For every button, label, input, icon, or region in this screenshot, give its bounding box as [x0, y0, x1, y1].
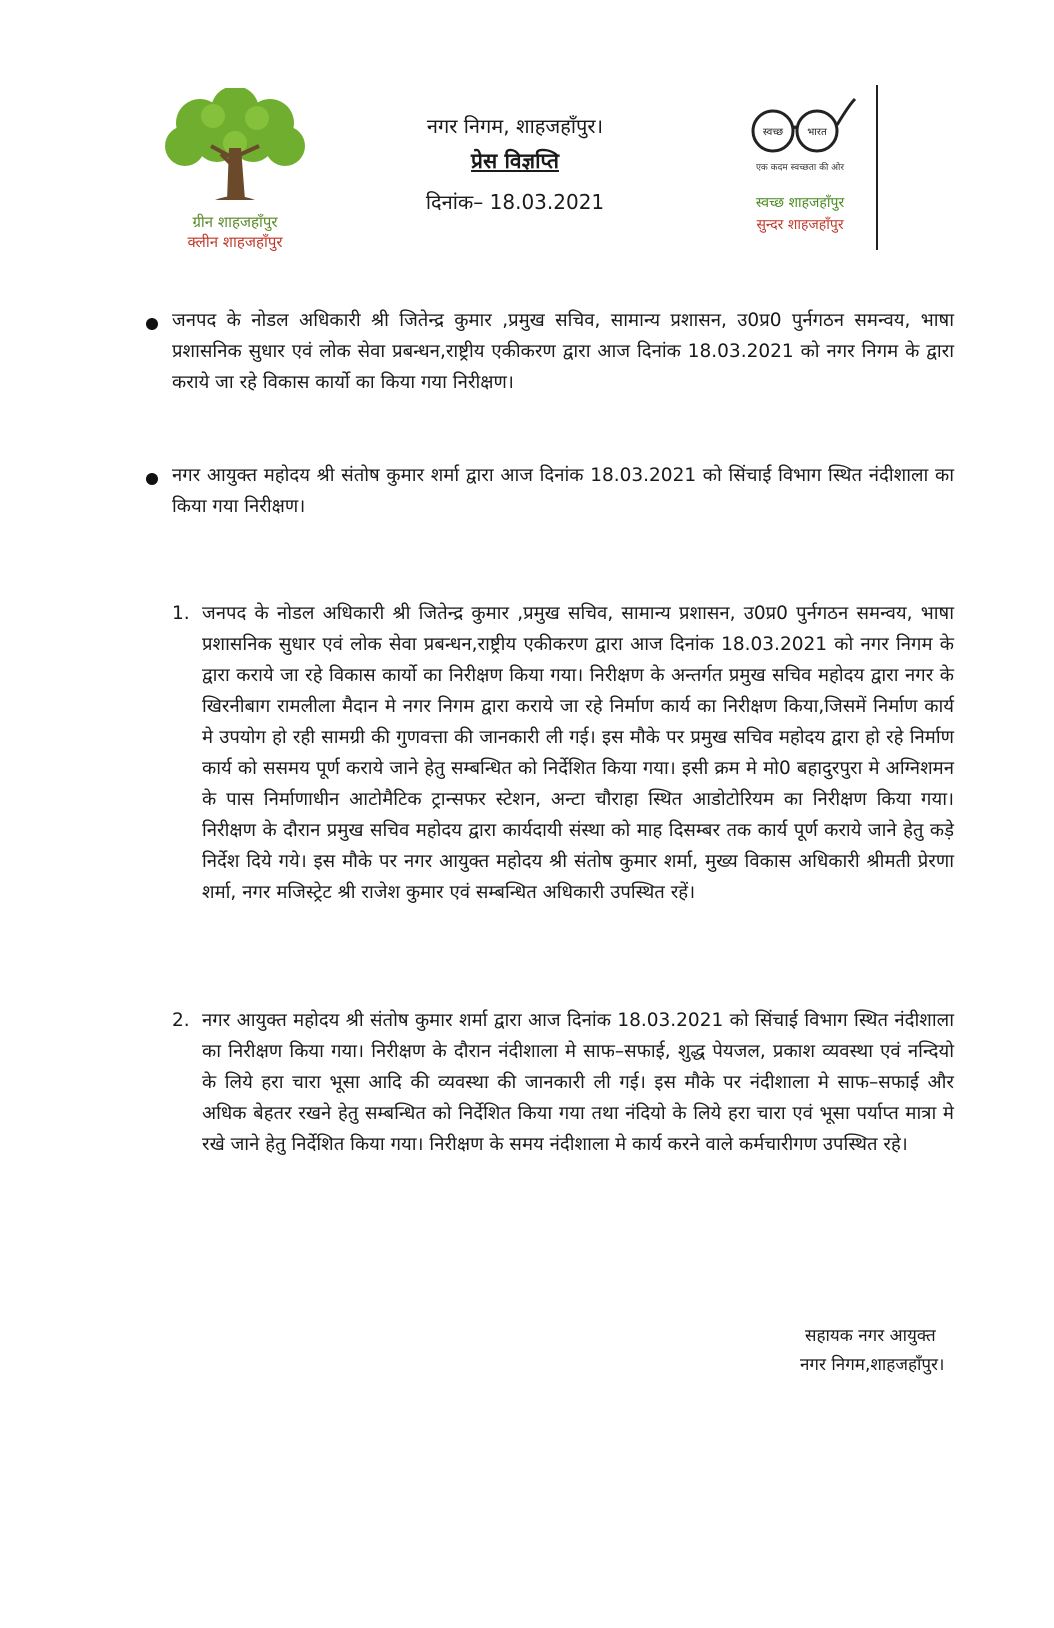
- left-logo-line2: क्लीन शाहजहाँपुर: [187, 233, 283, 251]
- bullet-item: नगर आयुक्त महोदय श्री संतोष कुमार शर्मा द्वारा आज दिनांक 18.03.2021 को सिंचाई विभाग स्थित नंदीशाला का किया गया निरीक्षण।: [172, 465, 954, 517]
- signature-office: नगर निगम,शाहजहाँपुर।: [800, 1355, 945, 1375]
- item-number: 2.: [172, 1010, 190, 1031]
- header-org: नगर निगम, शाहजहाँपुर।: [426, 114, 604, 138]
- header-date: दिनांक– 18.03.2021: [425, 190, 605, 214]
- page-title: प्रेस विज्ञप्ति: [471, 149, 559, 173]
- numbered-item: जनपद के नोडल अधिकारी श्री जितेन्द्र कुमार ,प्रमुख सचिव, सामान्य प्रशासन, उ0प्र0 पुर्नगठन समन्वय, भाषा प्रशासनिक सुधार एवं लोक सेवा प्रबन्धन,राष्ट्रीय एकीकरण द्वारा आज दिनांक 18.03.2021 को नगर निगम के द्वारा कराये जा रहे विकास कार्यो का निरीक्षण किया गया। निरीक्षण के अन्तर्गत प्रमुख सचिव महोदय द्वारा नगर के खिरनीबाग रामलीला मैदान मे नगर निगम द्वारा कराये जा रहे निर्माण कार्य का निरीक्षण किया,जिसमें निर्माण कार्य मे उपयोग हो रही सामग्री की गुणवत्ता की जानकारी ली गई। इस मौके पर प्रमुख सचिव महोदय द्वारा हो रहे निर्माण कार्य को ससमय पूर्ण कराये जाने हेतु सम्बन्धित को निर्देशित किया गया। इसी क्रम मे मो0 बहादुरपुरा मे अग्निशमन के पास निर्माणाधीन आटोमैटिक ट्रान्सफर स्टेशन, अन्टा चौराहा स्थित आडोटोरियम का निरीक्षण किया गया। निरीक्षण के दौरान प्रमुख सचिव महोदय द्वारा कार्यदायी संस्था को माह दिसम्बर तक कार्य पूर्ण कराये जाने हेतु कड़े निर्देश दिये गये। इस मौके पर नगर आयुक्त महोदय श्री संतोष कुमार शर्मा, मुख्य विकास अधिकारी श्रीमती प्रेरणा शर्मा, नगर मजिस्ट्रेट श्री राजेश कुमार एवं सम्बन्धित अधिकारी उपस्थित रहें।: [202, 603, 954, 903]
- bullet-icon: [146, 318, 158, 330]
- signature-designation: सहायक नगर आयुक्त: [805, 1326, 936, 1346]
- bullet-icon: [146, 473, 158, 485]
- left-logo-line1: ग्रीन शाहजहाँपुर: [192, 213, 278, 231]
- right-lens-label: भारत: [807, 127, 827, 138]
- right-logo-line1: स्वच्छ शाहजहाँपुर: [755, 195, 845, 211]
- bullet-item: जनपद के नोडल अधिकारी श्री जितेन्द्र कुमार ,प्रमुख सचिव, सामान्य प्रशासन, उ0प्र0 पुर्नगठन समन्वय, भाषा प्रशासनिक सुधार एवं लोक सेवा प्रबन्धन,राष्ट्रीय एकीकरण द्वारा आज दिनांक 18.03.2021 को नगर निगम के द्वारा कराये जा रहे विकास कार्यो का किया गया निरीक्षण।: [172, 310, 954, 393]
- item-number: 1.: [172, 603, 190, 624]
- header-divider: [876, 85, 878, 250]
- left-lens-label: स्वच्छ: [762, 127, 784, 138]
- right-logo-tagline: एक कदम स्वच्छता की ओर: [755, 163, 845, 173]
- tree-icon: [155, 88, 315, 203]
- right-logo-line2: सुन्दर शाहजहाँपुर: [756, 217, 844, 233]
- glasses-icon: [745, 95, 857, 155]
- numbered-item: नगर आयुक्त महोदय श्री संतोष कुमार शर्मा द्वारा आज दिनांक 18.03.2021 को सिंचाई विभाग स्थित नंदीशाला का निरीक्षण किया गया। निरीक्षण के दौरान नंदीशाला मे साफ–सफाई, शुद्ध पेयजल, प्रकाश व्यवस्था एवं नन्दियो के लिये हरा चारा भूसा आदि की व्यवस्था की जानकारी ली गई। इस मौके पर नंदीशाला मे साफ–सफाई और अधिक बेहतर रखने हेतु सम्बन्धित को निर्देशित किया गया तथा नंदियो के लिये हरा चारा एवं भूसा पर्याप्त मात्रा मे रखे जाने हेतु निर्देशित किया गया। निरीक्षण के समय नंदीशाला मे कार्य करने वाले कर्मचारीगण उपस्थित रहे।: [202, 1010, 954, 1155]
